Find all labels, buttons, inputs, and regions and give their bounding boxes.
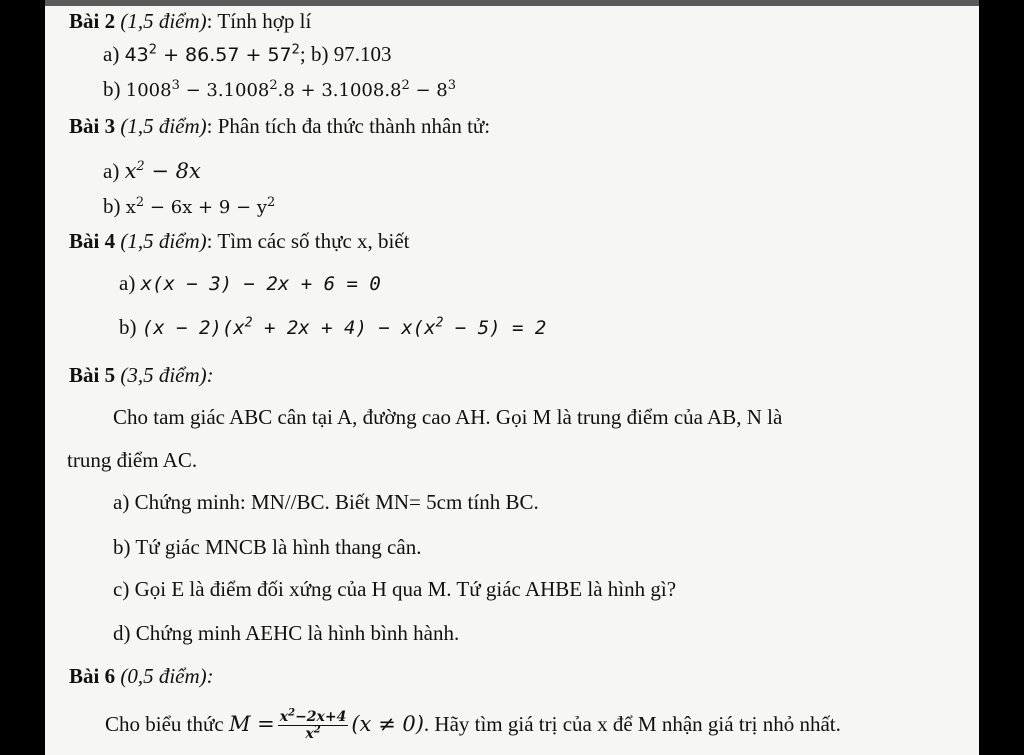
bai6-prefix: Cho biểu thức [105,712,224,736]
bai6-formula: M = $\frac{x^2-2x+4}{x^2}$ (x ≠ 0) [228,707,424,742]
bai3-a-label: a) [103,159,120,183]
bai2-b-expression: $1008^3 - 3.1008^2.8 + 3.1008.8^2 - 8^3$ [125,78,457,101]
bai2-points: (1,5 điểm) [120,9,207,33]
bai4-a-label: a) [119,271,136,295]
bai2-title: : Tính hợp lí [206,9,312,33]
top-border [45,0,979,6]
bai5-item-a: a) Chứng minh: MN//BC. Biết MN= 5cm tính BC. [113,490,539,514]
bai2-item-a [103,41,391,68]
bai3-label: Bài 3 [69,114,116,138]
bai5-intro-1: Cho tam giác ABC cân tại A, đường cao AH. Gọi M là trung điểm của AB, N là [113,405,783,429]
bai2-a-expression: $43^2 + 86.57 + 57^2$ [124,42,300,66]
bai6-heading [69,663,214,689]
bai5-intro-2: trung điểm AC. [67,448,198,472]
bai6-suffix: . Hãy tìm giá trị của x để M nhận giá trị nhỏ nhất. [423,712,841,736]
bai5-points: (3,5 điểm): [120,363,214,387]
bai2-item-b [103,76,456,104]
bai3-item-a [103,158,201,184]
bai6-points: (0,5 điểm): [120,664,214,688]
bai5-item-d: d) Chứng minh AEHC là hình bình hành. [113,621,460,645]
bai3-title: : Phân tích đa thức thành nhân tử: [206,114,491,138]
bai2-label: Bài 2 [69,9,116,33]
bai4-item-b [119,314,546,341]
bai3-b-label: b) [103,194,121,218]
bai6-label: Bài 6 [69,664,116,688]
bai4-heading [69,228,410,254]
bai3-b-expression: $x^2 - 6x + 9 - y^2$ [125,195,276,218]
bai3-a-expression: $x^2 - 8x$ [124,159,201,183]
bai4-b-label: b) [119,315,137,339]
bai4-points: (1,5 điểm) [120,229,207,253]
bai3-item-b [103,193,275,221]
bai3-heading [69,113,490,139]
bai5-heading [69,362,214,388]
document-page [45,0,979,755]
bai4-a-expression: x(x − 3) − 2x + 6 = 0 [140,273,381,295]
bai4-b-expression: $(x - 2)(x^2 + 2x + 4) - x(x^2 - 5) = 2$ [141,315,547,339]
bai2-b-label: b) [103,77,121,101]
bai4-item-a [119,270,381,297]
bai5-item-c: c) Gọi E là điểm đối xứng của H qua M. Tứ giác AHBE là hình gì? [113,577,677,601]
bai4-label: Bài 4 [69,229,116,253]
bai5-item-b: b) Tứ giác MNCB là hình thang cân. [113,535,422,559]
bai3-points: (1,5 điểm) [120,114,207,138]
bai5-label: Bài 5 [69,363,116,387]
bai2-a-b-label: ; b) 97.103 [299,42,392,66]
bai6-statement [105,706,841,742]
bai6-fraction: $\frac{x^2-2x+4}{x^2}$ [279,707,347,742]
bai2-heading [69,8,311,34]
bai4-title: : Tìm các số thực x, biết [206,229,410,253]
bai2-a-label: a) [103,42,120,66]
